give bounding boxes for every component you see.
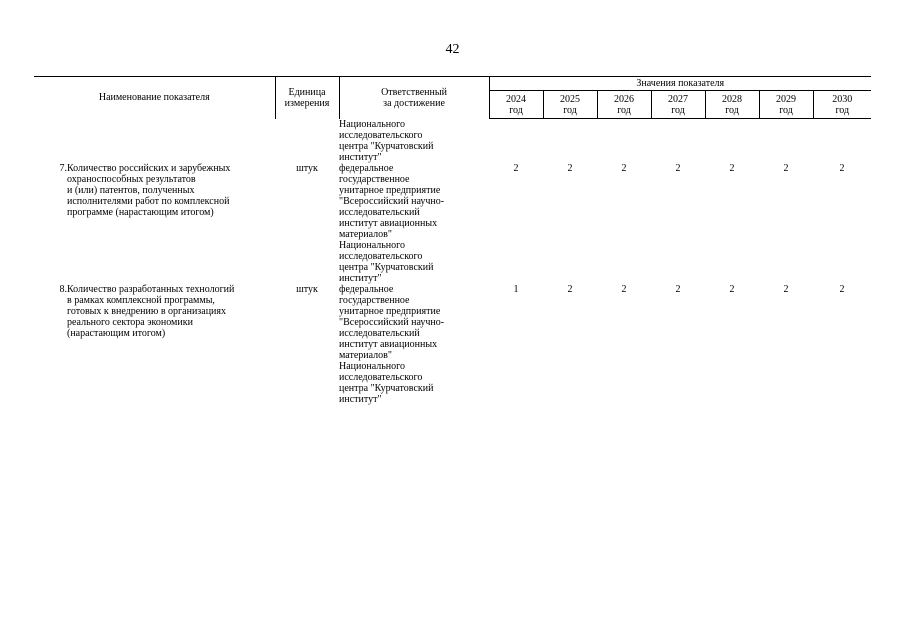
- indicator-name-line: Количество российских и зарубежных: [67, 162, 231, 174]
- responsible-line: институт авиационных: [339, 338, 438, 350]
- responsible-line: федеральное: [339, 162, 394, 174]
- responsible-line: "Всероссийский научно-: [339, 316, 445, 328]
- header-unit-line: Единица: [288, 86, 326, 98]
- header-year-label: год: [617, 104, 631, 116]
- value-2026: 2: [621, 162, 627, 174]
- value-2029: 2: [783, 162, 789, 174]
- table-row-continuation: [34, 119, 871, 163]
- header-responsible-line: Ответственный: [381, 86, 447, 98]
- indicator-name-line: и (или) патентов, полученных: [67, 184, 195, 196]
- indicator-name: [67, 284, 275, 405]
- header-year-value: 2025: [560, 93, 581, 105]
- unit-cell: штук: [296, 283, 318, 295]
- responsible-line: материалов": [339, 228, 392, 240]
- value-2028: 2: [729, 283, 735, 295]
- responsible-cell: [339, 284, 489, 405]
- responsible-line: государственное: [339, 294, 410, 306]
- indicator-name: [67, 163, 275, 284]
- header-year-value: 2026: [614, 93, 635, 105]
- header-responsible: [339, 77, 489, 119]
- responsible-line: "Всероссийский научно-: [339, 195, 445, 207]
- value-2024: 1: [513, 283, 519, 295]
- header-responsible-line: за достижение: [383, 97, 445, 109]
- header-year-label: год: [725, 104, 739, 116]
- header-unit: [275, 77, 339, 119]
- responsible-cell: [339, 119, 489, 163]
- responsible-cell: [339, 163, 489, 284]
- responsible-line: Национального: [339, 360, 406, 372]
- header-year-value: 2024: [506, 93, 527, 105]
- value-2030: 2: [839, 162, 845, 174]
- table-header: [34, 77, 871, 119]
- responsible-line: Национального: [339, 118, 406, 130]
- table-row: [34, 163, 871, 284]
- header-year-2030: [813, 91, 871, 119]
- indicator-name-line: в рамках комплексной программы,: [67, 294, 215, 306]
- responsible-line: исследовательский: [339, 206, 420, 218]
- header-year-2025: [543, 91, 597, 119]
- value-2026: 2: [621, 283, 627, 295]
- value-2029: 2: [783, 283, 789, 295]
- header-year-value: 2030: [832, 93, 853, 105]
- responsible-line: центра "Курчатовский: [339, 382, 434, 394]
- header-year-2029: [759, 91, 813, 119]
- indicator-name-line: исполнителями работ по комплексной: [67, 195, 230, 207]
- responsible-line: институт": [339, 272, 382, 284]
- header-values-group: Значения показателя: [489, 77, 871, 91]
- value-2027: 2: [675, 162, 681, 174]
- header-year-label: год: [671, 104, 685, 116]
- value-2027: 2: [675, 283, 681, 295]
- header-year-value: 2027: [668, 93, 689, 105]
- responsible-line: исследовательский: [339, 327, 420, 339]
- indicator-name-line: готовых к внедрению в организациях: [67, 305, 226, 317]
- responsible-line: исследовательского: [339, 371, 423, 383]
- value-2025: 2: [567, 162, 573, 174]
- responsible-line: институт авиационных: [339, 217, 438, 229]
- value-2028: 2: [729, 162, 735, 174]
- row-number: 7.: [59, 162, 67, 174]
- indicator-name-line: реального сектора экономики: [67, 316, 193, 328]
- header-year-2027: [651, 91, 705, 119]
- indicator-name-line: охраноспособных результатов: [67, 173, 196, 185]
- responsible-line: унитарное предприятие: [339, 184, 441, 196]
- value-2025: 2: [567, 283, 573, 295]
- responsible-line: институт": [339, 393, 382, 405]
- responsible-line: исследовательского: [339, 250, 423, 262]
- responsible-line: федеральное: [339, 283, 394, 295]
- indicator-name-line: (нарастающим итогом): [67, 327, 166, 339]
- row-number: 8.: [59, 283, 67, 295]
- table-row: [34, 284, 871, 405]
- header-year-label: год: [509, 104, 523, 116]
- unit-cell: штук: [296, 162, 318, 174]
- header-year-value: 2028: [722, 93, 743, 105]
- header-year-label: год: [563, 104, 577, 116]
- page-number: 42: [445, 42, 460, 57]
- value-2030: 2: [839, 283, 845, 295]
- responsible-line: Национального: [339, 239, 406, 251]
- header-year-label: год: [779, 104, 793, 116]
- responsible-line: материалов": [339, 349, 392, 361]
- header-name: Наименование показателя: [34, 77, 275, 119]
- value-2024: 2: [513, 162, 519, 174]
- responsible-line: центра "Курчатовский: [339, 140, 434, 152]
- responsible-line: унитарное предприятие: [339, 305, 441, 317]
- indicators-table: [34, 76, 871, 405]
- indicator-name-line: программе (нарастающим итогом): [67, 206, 214, 218]
- indicator-name-line: Количество разработанных технологий: [67, 283, 235, 295]
- header-year-value: 2029: [776, 93, 797, 105]
- header-unit-line: измерения: [284, 97, 330, 109]
- header-year-2026: [597, 91, 651, 119]
- responsible-line: исследовательского: [339, 129, 423, 141]
- header-year-2028: [705, 91, 759, 119]
- header-year-2024: [489, 91, 543, 119]
- responsible-line: институт": [339, 151, 382, 163]
- header-year-label: год: [835, 104, 850, 116]
- responsible-line: государственное: [339, 173, 410, 185]
- responsible-line: центра "Курчатовский: [339, 261, 434, 273]
